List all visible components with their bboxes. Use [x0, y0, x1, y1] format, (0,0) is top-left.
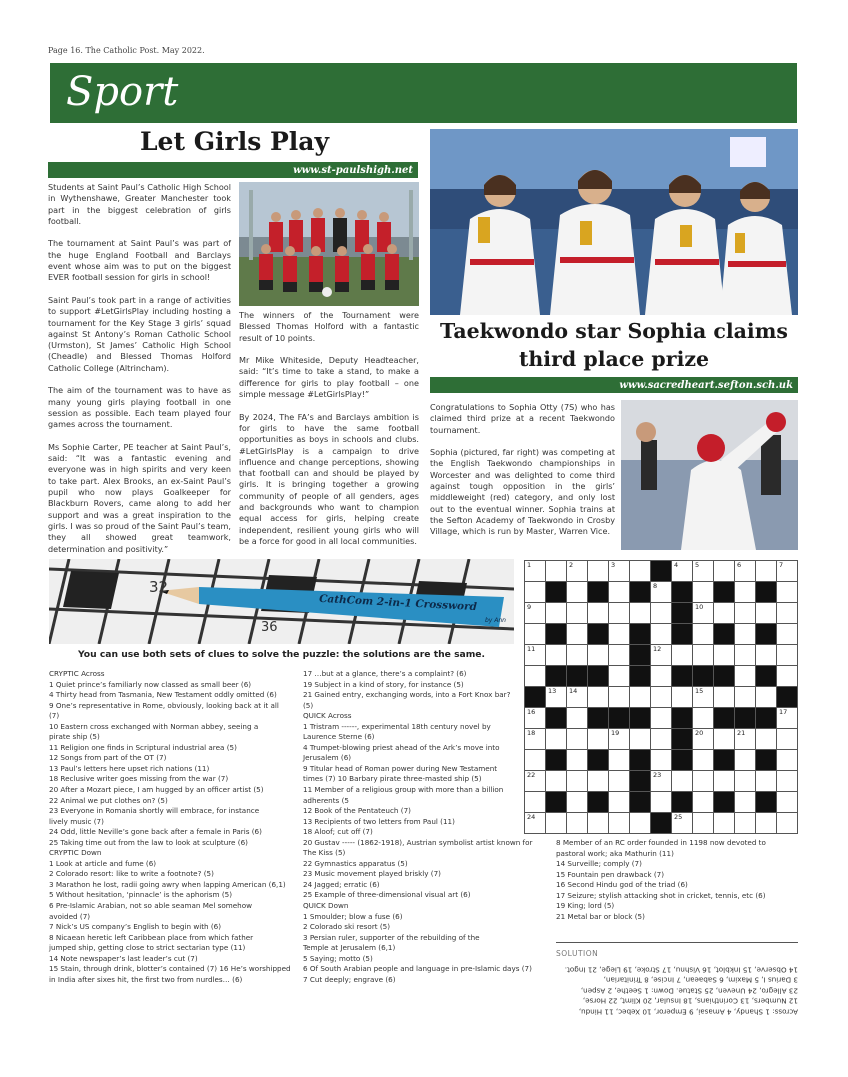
crossword-intro: You can use both sets of clues to solve the puzzle: the solutions are the same.	[77, 649, 486, 660]
article1-url[interactable]: www.st-paulshigh.net	[48, 162, 418, 178]
article2-headline-line1: Taekwondo star Sophia claims	[440, 319, 788, 343]
article1-column2: The winners of the Tournament were Blessed Thomas Holford with a fantastic result of 10 points. Mr Mike Whiteside, Deputy Headteacher, said: “It’s time to take a stand, to make a difference for girls to play football – one simple message #LetGirlsPlay!” By 2024, The FA’s and Barclays ambition is for girls to have the same football opportunities as boys in schools and clubs. #LetGirlsPlay is a campaign to drive influence and change perceptions, showing that football can and should be played by girls. It is bringing together a growing community of people of all genders, ages and backgrounds who want to champion equal access for girls, helping create independent, resilient young girls who will be a force for good in all local communities.	[239, 310, 419, 546]
crossword-grid[interactable]	[524, 560, 798, 834]
article2-url[interactable]: www.sacredheart.sefton.sch.uk	[430, 377, 798, 393]
clues-middle-column: 17 …but at a glance, there’s a complaint? (6) 19 Subject in a kind of story, for instance (5) 21 Gained entry, exchanging words, into a Fort Knox bar? (5) QUICK Across 1 Tristram ------, experimental 18th century novel by Laurence Sterne (6) 4 Trumpet-blowing priest ahead of the Ark’s move into Jerusalem (6) 9 Titular head of Roman power during New Testament times (7) 10 Barbary pirate three-masted ship (5) 11 Member of a religious group with more than a billion adherents (5 12 Book of the Pentateuch (7) 13 Recipients of two letters from Paul (11) 18 Aloof; cut off (7) 20 Gustav ----- (1862-1918), Austrian symbolist artist known for The Kiss (5) 22 Gymnastics apparatus (5) 23 Music movement played briskly (7) 24 Jagged; erratic (6) 25 Example of three-dimensional visual art (6) QUICK Down 1 Smoulder; blow a fuse (6) 2 Colorado ski resort (5) 3 Persian ruler, supporter of the rebuilding of the Temple at Jerusalem (6,1) 5 Saying; motto (5) 6 Of South Arabian people and language in pre-Islamic days (7) 7 Cut deeply; engrave (6)	[303, 669, 533, 984]
banner-number-32: 32	[149, 578, 169, 596]
article2-headline	[430, 317, 798, 373]
clues-right-column: 8 Member of an RC order founded in 1198 now devoted to pastoral work; aka Mathurin (11) 14 Surveille; comply (7) 15 Fountain pen drawback (7) 16 Second Hindu god of the triad (6) 17 Seizure; stylish attacking shot in cricket, tennis, etc (6) 19 King; lord (5) 21 Metal bar or block (5)	[556, 838, 766, 921]
page-header: Page 16. The Catholic Post. May 2022.	[48, 46, 205, 55]
solution-divider	[556, 942, 798, 943]
article1-column1: Students at Saint Paul’s Catholic High School in Wythenshawe, Greater Manchester took part in the biggest celebration of girls football. The tournament at Saint Paul’s was part of the huge England Football and Barclays event whose aim was to put on the biggest EVER football session for girls in school! Saint Paul’s took part in a range of activities to support #LetGirlsPlay including hosting a tournament for the Key Stage 3 girls’ squad against St Antony’s Roman Catholic School (Urmston), St James’ Catholic High School (Cheadle) and Blessed Thomas Holford Catholic College (Altrincham). The aim of the tournament was to have as many young girls playing football in one session as possible. Each team played four games across the tournament. Ms Sophie Carter, PE teacher at Saint Paul’s, said: “It was a fantastic evening and everyone was in high spirits and very keen to take part. Alex Brooks, an ex-Saint Paul’s pupil who now plays Goalkeeper for Blackburn Rovers, came along to add her support and was a great inspiration to the girls. I was so proud of the Saint Paul’s team, they all showed great teamwork, determination and positivity.”	[48, 182, 231, 554]
article2-headline-line2: third place prize	[518, 347, 710, 371]
solution-text-upside-down: Across: 1 Shandy, 4 Amasai, 9 Emperor, 10 Xebec, 11 Hindu, 12 Numbers, 13 Corinthians, 18 Insular, 20 Klimt, 22 Horse, 23 Allegro, 24 Uneven, 25 Statue. Down: 1 Seethe, 2 Aspen, 3 Darius I, 5 Maxim, 6 Sabaean, 7 Incise, 8 Trinitarian, 14 Observe, 15 Inkblot, 16 Vishnu, 17 Stroke, 19 Liege, 21 Ingot.	[564, 965, 798, 1017]
section-title: Sport	[66, 69, 179, 115]
taekwondo-podium-photo	[430, 129, 798, 315]
football-team-photo	[239, 182, 419, 306]
section-banner	[50, 63, 797, 123]
clues-left-column: CRYPTIC Across 1 Quiet prince’s familiarly now classed as small beer (6) 4 Thirty head from Tasmania, New Testament oddly omitted (6) 9 One’s representative in Rome, obviously, looking back at it all (7) 10 Eastern cross exchanged with Norman abbey, seeing a pirate ship (5) 11 Religion one finds in Scriptural industrial area (5) 12 Songs from part of the OT (7) 13 Paul’s letters here upset rich nations (11) 18 Reclusive writer goes missing from the war (7) 20 After a Mozart piece, I am hugged by an officer artist (5) 22 Animal we put clothes on? (5) 23 Everyone in Romania shortly will embrace, for instance lively music (7) 24 Odd, little Neville’s gone back after a female in Paris (6) 25 Taking time out from the law to look at sculpture (6) CRYPTIC Down 1 Look at article and fume (6) 2 Colorado resort: like to write a footnote? (5) 3 Marathon he lost, radii going awry when lapping American (6,1) 5 Without hesitation, ‘pinnacle’ is the aphorism (5) 6 Pre-Islamic Arabian, not so able seaman Mel somehow avoided (7) 7 Nick’s US company’s English to begin with (6) 8 Nicaean heretic left Caribbean place from which father jumped ship, getting close to strict sectarian type (11) 14 Note newspaper’s last leader’s cut (7) 15 Stain, through drink, blotter’s contained (7) 16 He’s worshipped in India after sixes hit, the first two from nurdles… (6)	[49, 669, 291, 984]
banner-number-36: 36	[261, 620, 278, 635]
crossword-grid-table[interactable]: 1 2 3 4 5 6 7 8 9 10 11 12 13 14 15 16 17 18 19 20 21 22 23 24 25	[524, 560, 798, 834]
article1-headline: Let Girls Play	[139, 127, 330, 156]
article2-body: Congratulations to Sophia Otty (7S) who has claimed third prize at a recent Taekwondo tournament. Sophia (pictured, far right) was competing at the English Taekwondo championships in Worcester and was delighted to come third against tough opposition in the girls’ middleweight (red) category, and only lost out to the eventual winner. Sophia trains at the Sefton Academy of Taekwondo in Crosby Village, which is run by Master, Warren Vice.	[430, 402, 615, 537]
banner-author: by Ann	[485, 617, 506, 624]
crossword-banner	[49, 559, 514, 644]
taekwondo-action-photo	[621, 400, 798, 550]
banner-title: CathCom 2-in-1 Crossword	[318, 592, 478, 614]
solution-label: SOLUTION	[556, 949, 599, 958]
